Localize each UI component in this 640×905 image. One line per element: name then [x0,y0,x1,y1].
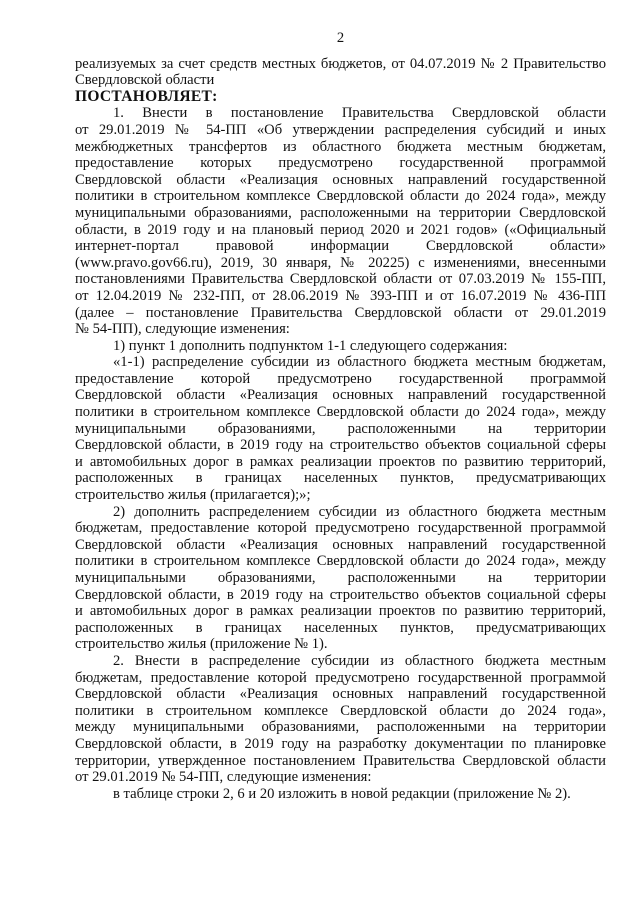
text-line: Свердловской области «Реализация основных направлений государственной [75,171,606,188]
text-line: «1-1) распределение субсидии из областного бюджета местным бюджетам, [113,354,606,371]
text-line: расположенных в границах населенных пунктов, предусматривающих [75,619,606,636]
text-line: от 29.01.2019 № 54-ПП «Об утверждении распределения субсидий и иных [75,121,606,138]
text-line: Свердловской области «Реализация основных направлений государственной [75,686,606,703]
text-line: политики в строительном комплексе Свердловской области до 2024 года», между [75,188,606,205]
text-line: территории, утвержденное постановлением Правительства Свердловской области [75,752,606,769]
text-line: (далее – постановление Правительства Свердловской области от 29.01.2019 [75,304,606,321]
text-line: и автомобильных дорог в рамках реализации проектов по развитию территорий, [75,453,606,470]
text-line: муниципальными образованиями, расположенными на территории [75,570,606,586]
text-line: в таблице строки 2, 6 и 20 изложить в новой редакции (приложение № 2). [113,785,571,802]
text-line: постановлениями Правительства Свердловской области от 07.03.2019 № 155-ПП, [75,271,606,288]
text-line: интернет-портал правовой информации Свердловской области» [75,238,606,255]
text-line: политики в строительном комплексе Свердловской области до 2024 года», между [75,553,606,570]
text-line: 1) пункт 1 дополнить подпунктом 1-1 следующего содержания: [113,337,508,354]
document-body [75,56,606,803]
text-line: политики в строительном комплексе Свердловской области до 2024 года», [75,702,606,719]
text-line: муниципальными образованиями, расположенными на территории [75,420,606,437]
text-line: строительство жилья (прилагается);»; [75,487,311,504]
text-line: между муниципальными образованиями, расположенными на территории [75,719,606,736]
text-line: Свердловской области «Реализация основных направлений государственной [75,536,606,553]
text-line: предоставление которой предусмотрено государственной программой [75,370,606,387]
text-line: строительство жилья (приложение № 1). [75,636,328,653]
text-line: бюджетам, предоставление которой предусмотрено государственной программой [75,520,606,537]
text-line: области, в 2019 году и на плановый период 2020 и 2021 годов» («Официальный [75,221,606,238]
text-line: 2) дополнить распределением субсидии из областного бюджета местным [113,503,606,520]
page-number: 2 [336,30,345,46]
text-line: политики в строительном комплексе Свердловской области до 2024 года», между [75,404,606,421]
text-line: предоставление которых предусмотрено государственной программой [75,155,606,172]
text-line: расположенных в границах населенных пунктов, предусматривающих [75,470,606,487]
text-line: реализуемых за счет средств местных бюджетов, от 04.07.2019 № 2 Правительство [75,55,606,72]
text-line: Свердловской области [75,72,215,89]
text-line: муниципальными образованиями, расположенными на территории Свердловской [75,204,606,221]
text-line: Свердловской области, в 2019 году на строительство объектов социальной сферы [75,437,606,454]
text-line: № 54-ПП), следующие изменения: [75,321,290,338]
text-line: 2. Внести в распределение субсидии из областного бюджета местным [113,652,606,669]
text-line: 1. Внести в постановление Правительства Свердловской области [113,105,606,122]
text-line: от 29.01.2019 № 54-ПП, следующие изменения: [75,769,372,786]
text-line: Свердловской области, в 2019 году на разработку документации по планировке [75,735,606,752]
text-line: бюджетам, предоставление которой предусмотрено государственной программой [75,669,606,686]
document-page [75,30,606,802]
resolution-heading: ПОСТАНОВЛЯЕТ: [75,87,218,105]
text-line: от 12.04.2019 № 232-ПП, от 28.06.2019 № 393-ПП и от 16.07.2019 № 436-ПП [75,287,606,304]
text-line: Свердловской области, в 2019 году на строительство объектов социальной сферы [75,586,606,603]
text-line: и автомобильных дорог в рамках реализации проектов по развитию территорий, [75,603,606,620]
text-line: межбюджетных трансфертов из областного бюджета местным бюджетам, [75,138,606,155]
text-line: (www.pravo.gov66.ru), 2019, 30 января, № 20225) с изменениями, внесенными [75,254,606,271]
text-line: Свердловской области «Реализация основных направлений государственной [75,387,606,404]
